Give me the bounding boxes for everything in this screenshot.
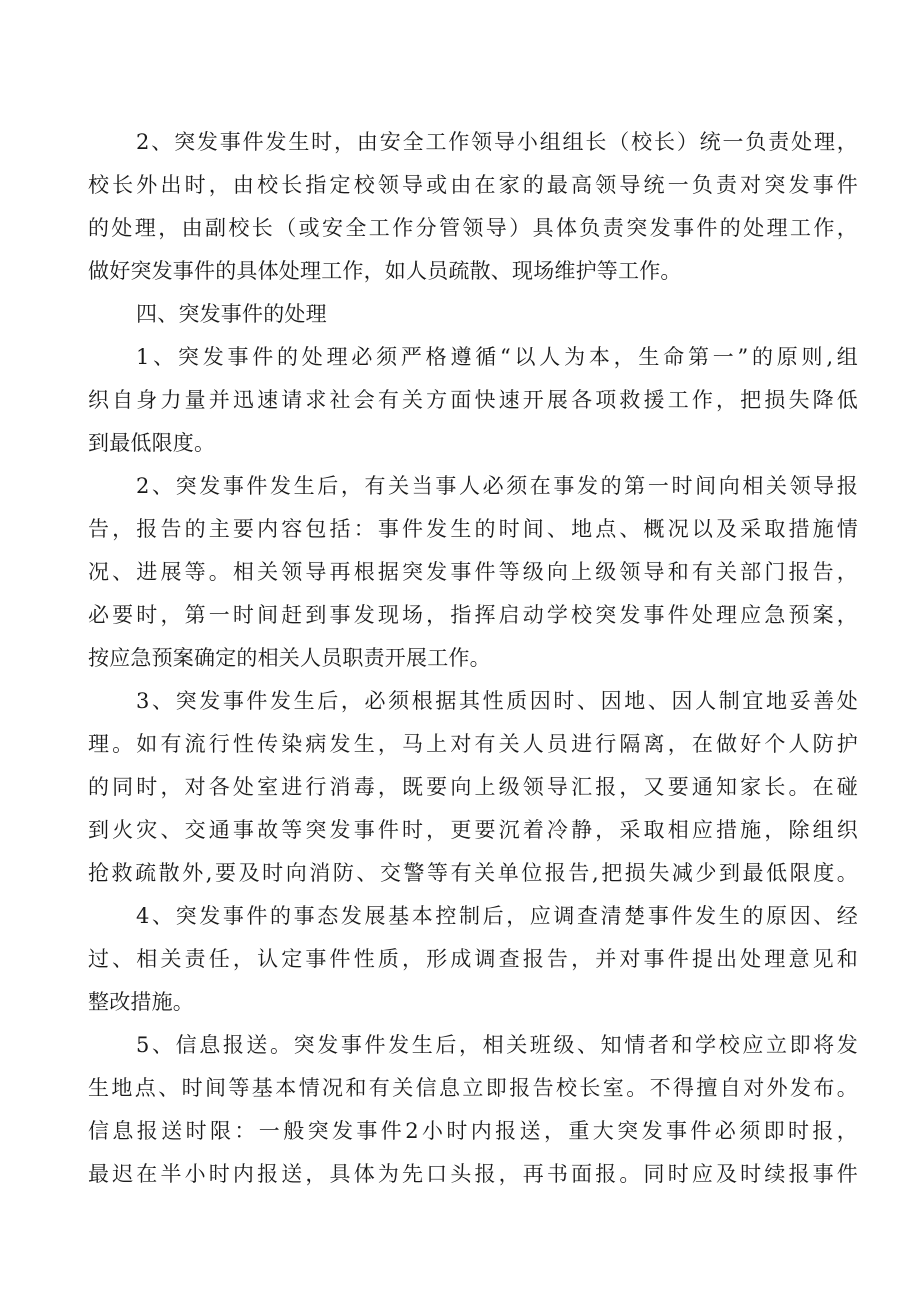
item-1-line-2: 织自身力量并迅速请求社会有关方面快速开展各项救援工作，把损失降低 [88, 388, 858, 412]
item-3-line-1: 3、突发事件发生后，必须根据其性质因时、因地、因人制宜地妥善处 [136, 689, 858, 713]
item-5-line-2: 生地点、时间等基本情况和有关信息立即报告校长室。不得擅自对外发布。 [88, 1076, 858, 1100]
item-2-line-5: 按应急预案确定的相关人员职责开展工作。 [88, 646, 491, 670]
item-1-line-3: 到最低限度。 [88, 431, 216, 455]
paragraph-2-line-2: 校长外出时，由校长指定校领导或由在家的最高领导统一负责对突发事件 [88, 173, 858, 197]
paragraph-2-line-4: 做好突发事件的具体处理工作，如人员疏散、现场维护等工作。 [88, 259, 682, 283]
paragraph-2-line-1: 2、突发事件发生时，由安全工作领导小组组长（校长）统一负责处理， [136, 130, 858, 154]
item-3-line-4: 到火灾、交通事故等突发事件时，更要沉着冷静，采取相应措施，除组织 [88, 818, 858, 842]
item-2-line-3: 况、进展等。相关领导再根据突发事件等级向上级领导和有关部门报告， [88, 560, 858, 584]
item-3-line-5: 抢救疏散外,要及时向消防、交警等有关单位报告,把损失减少到最低限度。 [88, 861, 858, 885]
item-5-line-4: 最迟在半小时内报送，具体为先口头报，再书面报。同时应及时续报事件 [88, 1162, 858, 1186]
item-4-line-2: 过、相关责任，认定事件性质，形成调查报告，并对事件提出处理意见和 [88, 947, 858, 971]
item-5-line-1: 5、信息报送。突发事件发生后，相关班级、知情者和学校应立即将发 [136, 1033, 858, 1057]
item-1-line-1: 1、突发事件的处理必须严格遵循“以人为本，生命第一”的原则,组 [136, 345, 858, 369]
item-2-line-4: 必要时，第一时间赶到事发现场，指挥启动学校突发事件处理应急预案， [88, 603, 858, 627]
item-3-line-3: 的同时，对各处室进行消毒，既要向上级领导汇报，又要通知家长。在碰 [88, 775, 858, 799]
item-4-line-3: 整改措施。 [88, 990, 194, 1014]
item-2-line-1: 2、突发事件发生后，有关当事人必须在事发的第一时间向相关领导报 [136, 474, 858, 498]
paragraph-2-line-3: 的处理，由副校长（或安全工作分管领导）具体负责突发事件的处理工作， [88, 216, 858, 240]
section-heading: 四、突发事件的处理 [136, 302, 327, 326]
item-2-line-2: 告，报告的主要内容包括：事件发生的时间、地点、概况以及采取措施情 [88, 517, 858, 541]
item-4-line-1: 4、突发事件的事态发展基本控制后，应调查清楚事件发生的原因、经 [136, 904, 858, 928]
item-3-line-2: 理。如有流行性传染病发生，马上对有关人员进行隔离，在做好个人防护 [88, 732, 858, 756]
item-5-line-3: 信息报送时限：一般突发事件2小时内报送，重大突发事件必须即时报， [88, 1119, 858, 1143]
